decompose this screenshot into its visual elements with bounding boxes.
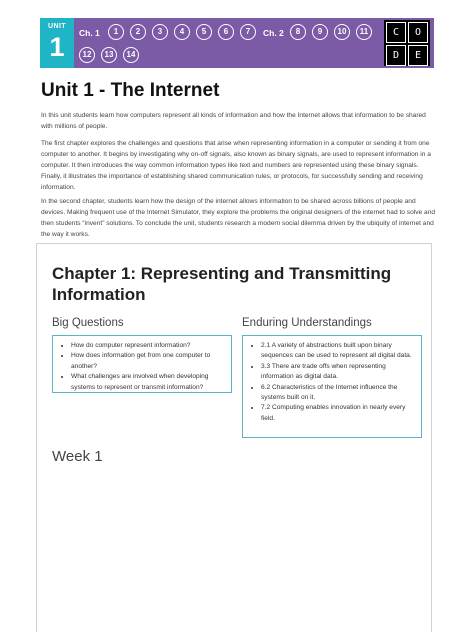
lesson-9-link[interactable]: 9 xyxy=(312,24,328,40)
lesson-2-link[interactable]: 2 xyxy=(130,24,146,40)
enduring-understanding-item: • 3.3 There are trade offs when representing information as digital data. xyxy=(261,362,415,383)
lesson-8-link[interactable]: 8 xyxy=(290,24,306,40)
chapter-title: Chapter 1: Representing and Transmitting Information xyxy=(52,264,392,304)
big-questions-box xyxy=(52,335,232,393)
chapter-1-label: Ch. 1 xyxy=(79,28,100,38)
lesson-13-link[interactable]: 13 xyxy=(101,47,117,63)
big-questions-list xyxy=(59,341,225,393)
lesson-6-link[interactable]: 6 xyxy=(218,24,234,40)
enduring-understanding-item: • 7.2 Computing enables innovation in nearly every field. xyxy=(261,403,415,424)
chapter-2-label: Ch. 2 xyxy=(263,28,284,38)
lesson-3-link[interactable]: 3 xyxy=(152,24,168,40)
enduring-understanding-item: • 2.1 A variety of abstractions built upon binary sequences can be used to represent all digital data. xyxy=(261,341,415,362)
logo-letter-o: O xyxy=(408,22,428,43)
lesson-10-link[interactable]: 10 xyxy=(334,24,350,40)
intro-paragraph-3: In the second chapter, students learn how the design of the internet allows information to be shared across billions of people and devices. Making frequent use of the Internet Simulator, they explore the problems the original designers of the internet had to solve and then students “invent” solutions. To conclude the unit, students research a modern social dilemma driven by the ubiquity of internet and the way it works. xyxy=(41,198,436,238)
enduring-understanding-item: • 6.2 Characteristics of the Internet influence the systems built on it. xyxy=(261,383,415,404)
unit-label: UNIT xyxy=(48,23,66,30)
lesson-4-link[interactable]: 4 xyxy=(174,24,190,40)
big-question-item: • How do computer represent information? xyxy=(71,341,225,351)
logo-letter-e: E xyxy=(408,45,428,66)
intro-paragraph-1: In this unit students learn how computers represent all kinds of information and how the Internet allows that information to be shared with millions of people. xyxy=(41,112,426,130)
intro-paragraph-2: The first chapter explores the challenges and questions that arise when representing information in a computer or sending it from one computer to another. It begins by investigating why on-off signals, also known as binary signals, are used to represent information in a computer. It then introduces the way common information types like text and numbers are represented using these binary signals. Finally, it illustrates the importance of establishing shared communication rules, or protocols, for successfully sending and receiving information. xyxy=(41,140,431,191)
lesson-7-link[interactable]: 7 xyxy=(240,24,256,40)
logo-letter-c: C xyxy=(386,22,406,43)
big-questions-heading: Big Questions xyxy=(52,317,124,329)
unit-title: Unit 1 - The Internet xyxy=(41,80,220,101)
enduring-understandings-list xyxy=(249,341,415,424)
lesson-11-link[interactable]: 11 xyxy=(356,24,372,40)
enduring-understandings-box xyxy=(242,335,422,438)
code-org-logo[interactable] xyxy=(384,20,430,66)
lesson-1-link[interactable]: 1 xyxy=(108,24,124,40)
week-1-heading: Week 1 xyxy=(52,448,103,465)
unit-badge[interactable] xyxy=(40,18,74,68)
logo-letter-d: D xyxy=(386,45,406,66)
chapter-card xyxy=(36,243,432,632)
big-question-item: • What challenges are involved when developing systems to represent or transmit information? xyxy=(71,372,225,393)
big-question-item: • How does information get from one computer to another? xyxy=(71,351,225,372)
lesson-12-link[interactable]: 12 xyxy=(79,47,95,63)
unit-number: 1 xyxy=(49,32,65,62)
enduring-understandings-heading: Enduring Understandings xyxy=(242,317,372,329)
unit-header-band xyxy=(40,18,434,68)
lesson-5-link[interactable]: 5 xyxy=(196,24,212,40)
lesson-14-link[interactable]: 14 xyxy=(123,47,139,63)
